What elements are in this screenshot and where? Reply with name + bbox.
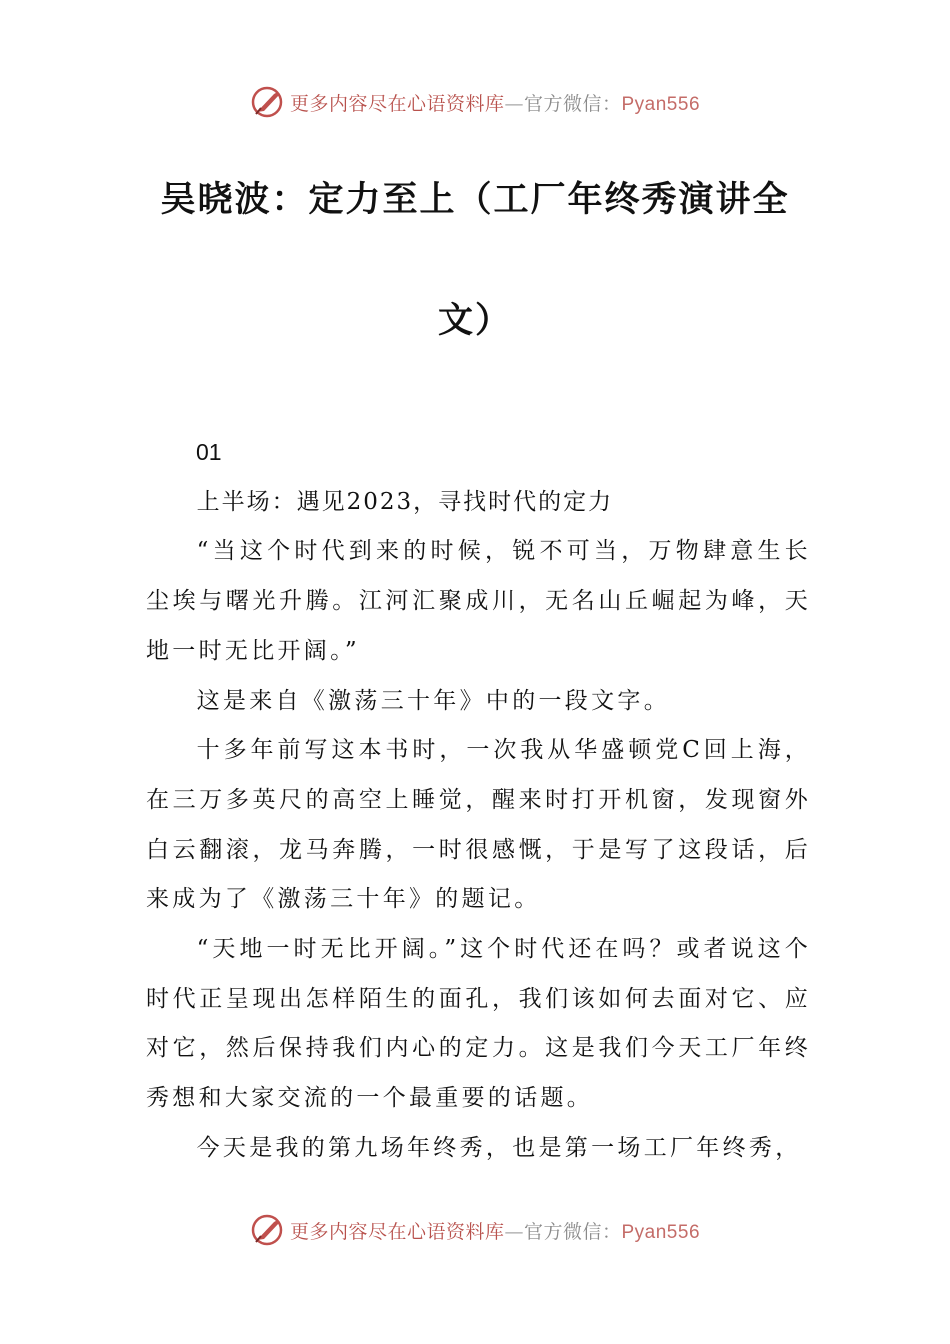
watermark-text: 更多内容尽在心语资料库—官方微信：Pyan556 — [289, 92, 701, 115]
paragraph: “天地一时无比开阔。”这个时代还在吗？或者说这个时代正呈现出怎样陌生的面孔，我们该如何去面对它、应对它，然后保持我们内心的定力。这是我们今天工厂年终秀想和大家交流的一个最重要的话题。 — [146, 936, 811, 1112]
section-heading: 上半场：遇见2023，寻找时代的定力 — [196, 488, 614, 515]
quill-logo-icon — [250, 1213, 284, 1247]
watermark-text: 更多内容尽在心语资料库—官方微信：Pyan556 — [289, 1220, 701, 1243]
document-title-line2: 文） — [437, 301, 512, 341]
paragraph: 今天是我的第九场年终秀，也是第一场工厂年终秀， — [196, 1134, 802, 1161]
document-body — [146, 428, 811, 1174]
section-number: 01 — [196, 439, 222, 465]
quill-logo-icon — [250, 85, 284, 119]
paragraph: 这是来自《激荡三十年》中的一段文字。 — [196, 687, 670, 714]
watermark-header — [0, 82, 950, 122]
document-title-line1: 吴晓波：定力至上（工厂年终秀演讲全 — [160, 180, 790, 220]
paragraph: 十多年前写这本书时，一次我从华盛顿党C回上海，在三万多英尺的高空上睡觉，醒来时打开机窗，发现窗外白云翻滚，龙马奔腾，一时很感慨，于是写了这段话，后来成为了《激荡三十年》的题记。 — [146, 737, 811, 913]
paragraph-quote: “当这个时代到来的时候，锐不可当，万物肆意生长尘埃与曙光升腾。江河汇聚成川，无名山丘崛起为峰，天地一时无比开阔。” — [146, 538, 811, 664]
watermark-footer — [0, 1210, 950, 1250]
